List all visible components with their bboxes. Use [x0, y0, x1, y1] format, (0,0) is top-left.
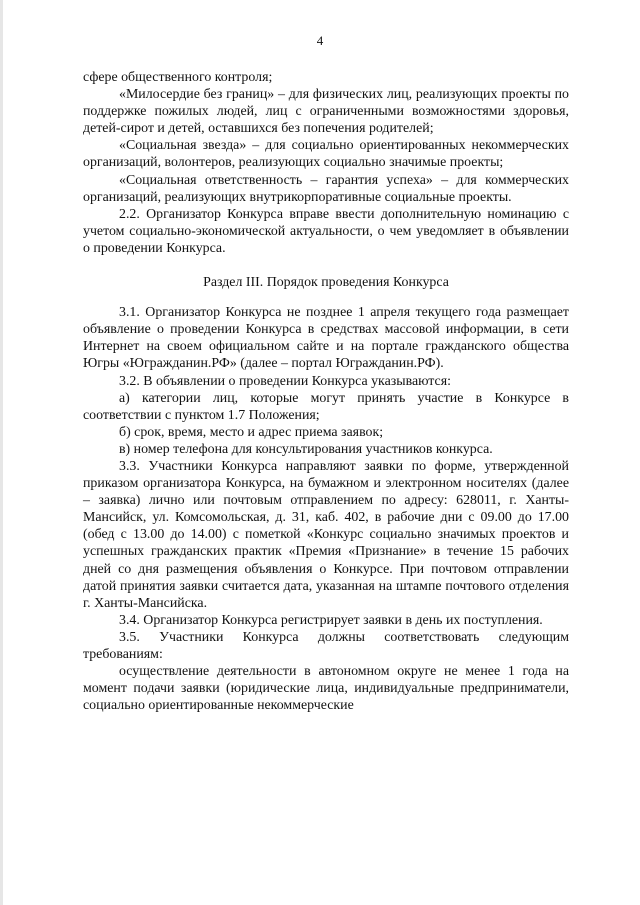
- paragraph-3-2-b: б) срок, время, место и адрес приема заявок;: [119, 424, 384, 440]
- paragraph-3-1: 3.1. Организатор Конкурса не позднее 1 апреля текущего года размещает объявление о проведении Конкурса в средствах массовой информации, в сети Интернет на своем официальном сайте и на портале гражданского общества Югры «Югражданин.РФ» (далее – портал Югражданин.РФ).: [83, 305, 569, 372]
- paragraph-nomination-mercy: «Милосердие без границ» – для физических лиц, реализующих проекты по поддержке пожилых людей, лиц с ограниченными возможностями здоровья, детей-сирот и детей, оставшихся без попечения родителей;: [83, 87, 569, 137]
- document-body: [83, 69, 569, 714]
- paragraph-nomination-social-responsibility: «Социальная ответственность – гарантия успеха» – для коммерческих организаций, реализующих внутрикорпоративные социальные проекты.: [83, 172, 569, 205]
- paragraph-nomination-social-star: «Социальная звезда» – для социально ориентированных некоммерческих организаций, волонтеров, реализующих социально значимые проекты;: [83, 138, 569, 171]
- paragraph-2-2: 2.2. Организатор Конкурса вправе ввести дополнительную номинацию с учетом социально-экономической актуальности, о чем уведомляет в объявлении о проведении Конкурса.: [83, 206, 569, 256]
- paragraph-3-4: 3.4. Организатор Конкурса регистрирует заявки в день их поступления.: [119, 612, 543, 628]
- paragraph-requirement-1: осуществление деятельности в автономном округе не менее 1 года на момент подачи заявки (юридические лица, индивидуальные предприниматели, социально ориентированные некоммерческие: [83, 664, 569, 714]
- page-number: 4: [316, 33, 324, 48]
- paragraph-public-control-end: сфере общественного контроля;: [83, 70, 273, 85]
- section-heading: Раздел III. Порядок проведения Конкурса: [203, 275, 449, 291]
- paragraph-3-2: 3.2. В объявлении о проведении Конкурса указываются:: [119, 373, 451, 389]
- paragraph-3-3: 3.3. Участники Конкурса направляют заявки по форме, утвержденной приказом организатора Конкурса, на бумажном и электронном носителях (далее – заявка) лично или почтовым отправлением по адресу: 628011, г. Ханты-Мансийск, ул. Комсомольская, д. 31, каб. 402, в рабочие дни с 09.00 до 17.00 (обед с 13.00 до 14.00) с пометкой «Конкурс социально значимых проектов и успешных гражданских практик «Премия «Признание» в течение 15 рабочих дней со дня размещения объявления о Конкурсе. При почтовом отправлении датой принятия заявки считается дата, указанная на штампе почтового отделения г. Ханты-Мансийска.: [83, 458, 569, 611]
- scan-edge: [0, 0, 3, 905]
- paragraph-3-2-c: в) номер телефона для консультирования участников конкурса.: [119, 441, 493, 457]
- paragraph-3-2-a: а) категории лиц, которые могут принять участие в Конкурсе в соответствии с пунктом 1.7 Положения;: [83, 390, 569, 423]
- paragraph-3-5: 3.5. Участники Конкурса должны соответствовать следующим требованиям:: [83, 629, 569, 662]
